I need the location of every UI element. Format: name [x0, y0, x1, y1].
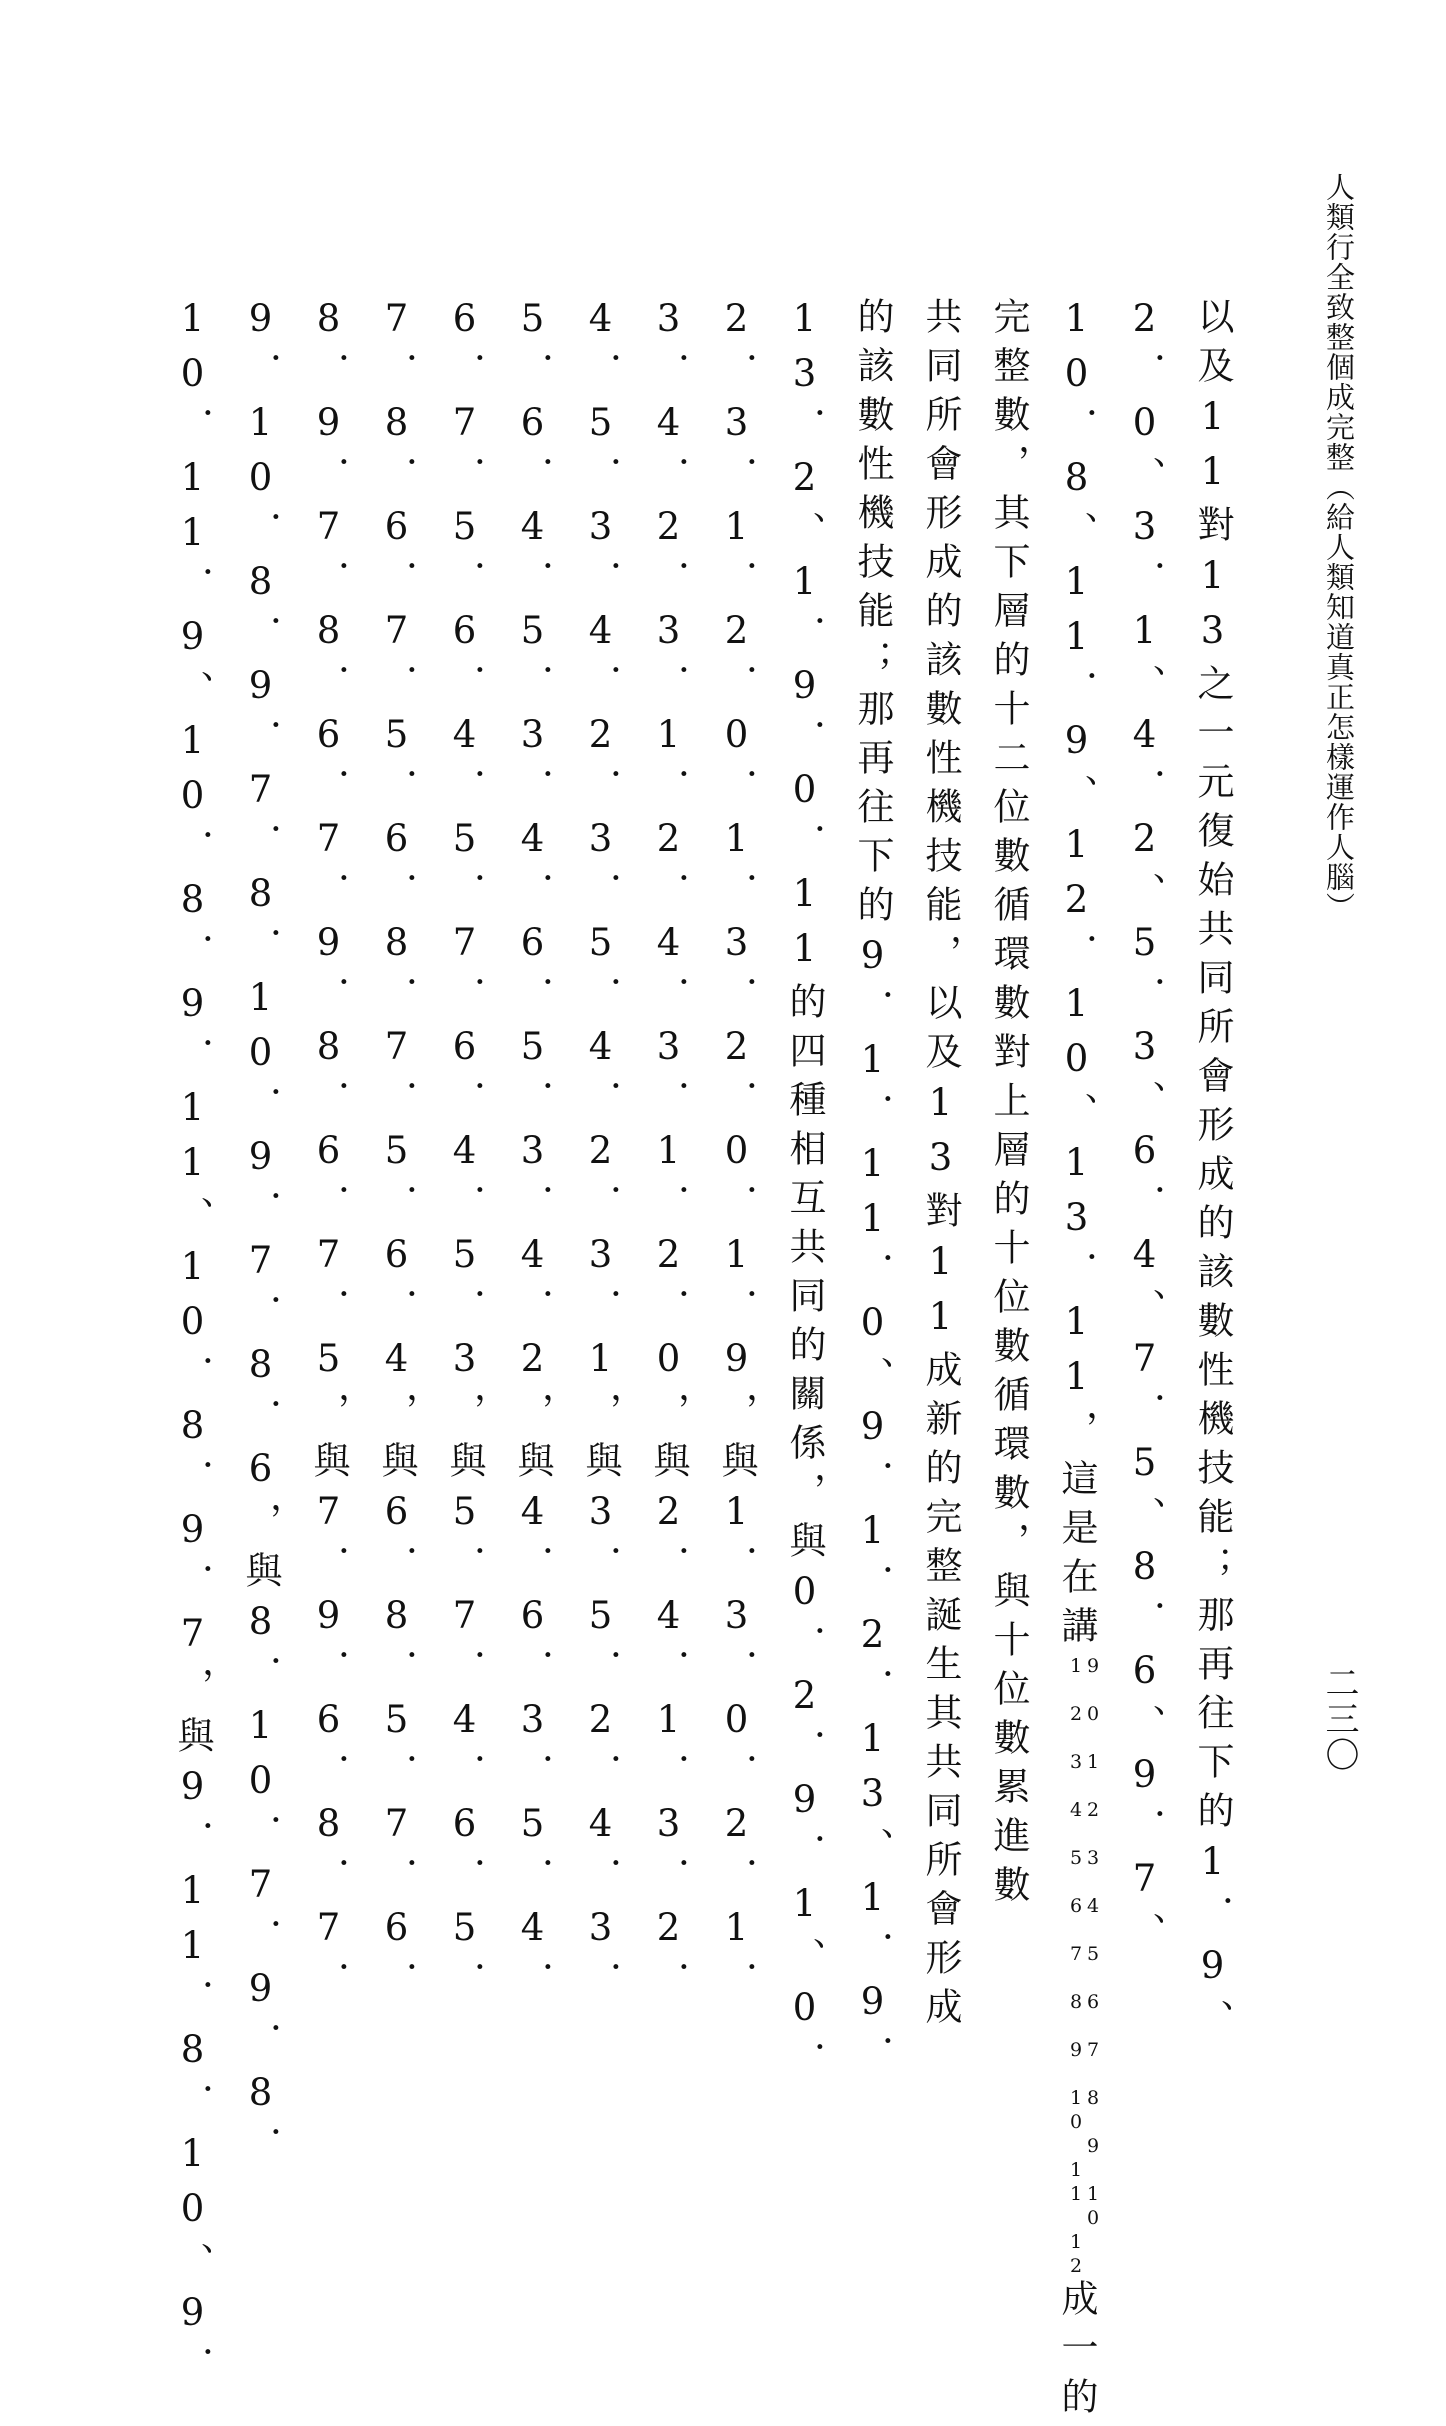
- list-row: 4．5．3．4．2．3．5．4．2．3．1，與3．5．2．4．3．: [579, 297, 622, 2010]
- list-row: 6．7．5．6．4．5．7．6．4．5．3，與5．7．4．6．5．: [443, 297, 486, 2010]
- text-line: 以及11對13之一元復始共同所會形成的該數性機技能；那再往下的1．9、: [1191, 297, 1234, 2048]
- list-row: 10．11．9、10．8．9．11、10．8．9．7，與9．11．8．10、9．: [171, 297, 214, 2395]
- list-row: 5．6．4．5．3．4．6．5．3．4．2，與4．6．3．5．4．: [511, 297, 554, 2010]
- text-line-end: 成一的: [1055, 2279, 1098, 2426]
- list-row: 9．10．8．9．7．8．10．9．7．8．6，與8．10．7．9．8．: [239, 297, 282, 2175]
- text-line: 2．0、3．1、4．2、5．3、6．4、7．5、8．6、9．7、: [1123, 297, 1166, 1961]
- text-line: [1042, 297, 1110, 2426]
- note-bottom-row: 1 2 3 4 5 6 7 8 9 10 11 12: [1065, 1655, 1087, 2279]
- list-row: 2．3．1．2．0．1．3．2．0．1．9，與1．3．0．2．1．: [715, 297, 758, 2010]
- page-number: 二三〇: [1319, 1665, 1359, 1773]
- text-line: 完整數，其下層的十二位數循環數對上層的十位數循環數，與十位數累進數: [987, 297, 1030, 1914]
- list-row: 7．8．6．7．5．6．8．7．5．6．4，與6．8．5．7．6．: [375, 297, 418, 2010]
- list-row: 8．9．7．8．6．7．9．8．6．7．5，與7．9．6．8．7．: [307, 297, 350, 2010]
- running-header: 人類行全致整個成完整（給人類知道真正怎樣運作人腦）: [1322, 172, 1356, 922]
- text-line: 13．2、1．9．0．11的四種相互共同的關係，與0．2．9．1、0．: [783, 297, 826, 2090]
- text-line: 的該數性機技能；那再往下的9．1．11．0、9．1．2．13、1．9．: [851, 297, 894, 2084]
- body-text: [171, 297, 1246, 2426]
- list-row: 3．4．2．3．1．2．4．3．1．2．0，與2．4．1．3．2．: [647, 297, 690, 2010]
- text-line-tail: 這是在講: [1055, 1459, 1098, 1655]
- text-line: 共同所會形成的該數性機技能，以及13對11成新的完整誕生其共同所會形成: [919, 297, 962, 2036]
- note-top-row: 9 0 1 2 3 4 5 6 7 8 9 10: [1082, 1655, 1104, 2231]
- text-line-lead: 10．8、11．9、12．10、13．11，: [1055, 297, 1098, 1459]
- interlinear-note: [1065, 1655, 1104, 2279]
